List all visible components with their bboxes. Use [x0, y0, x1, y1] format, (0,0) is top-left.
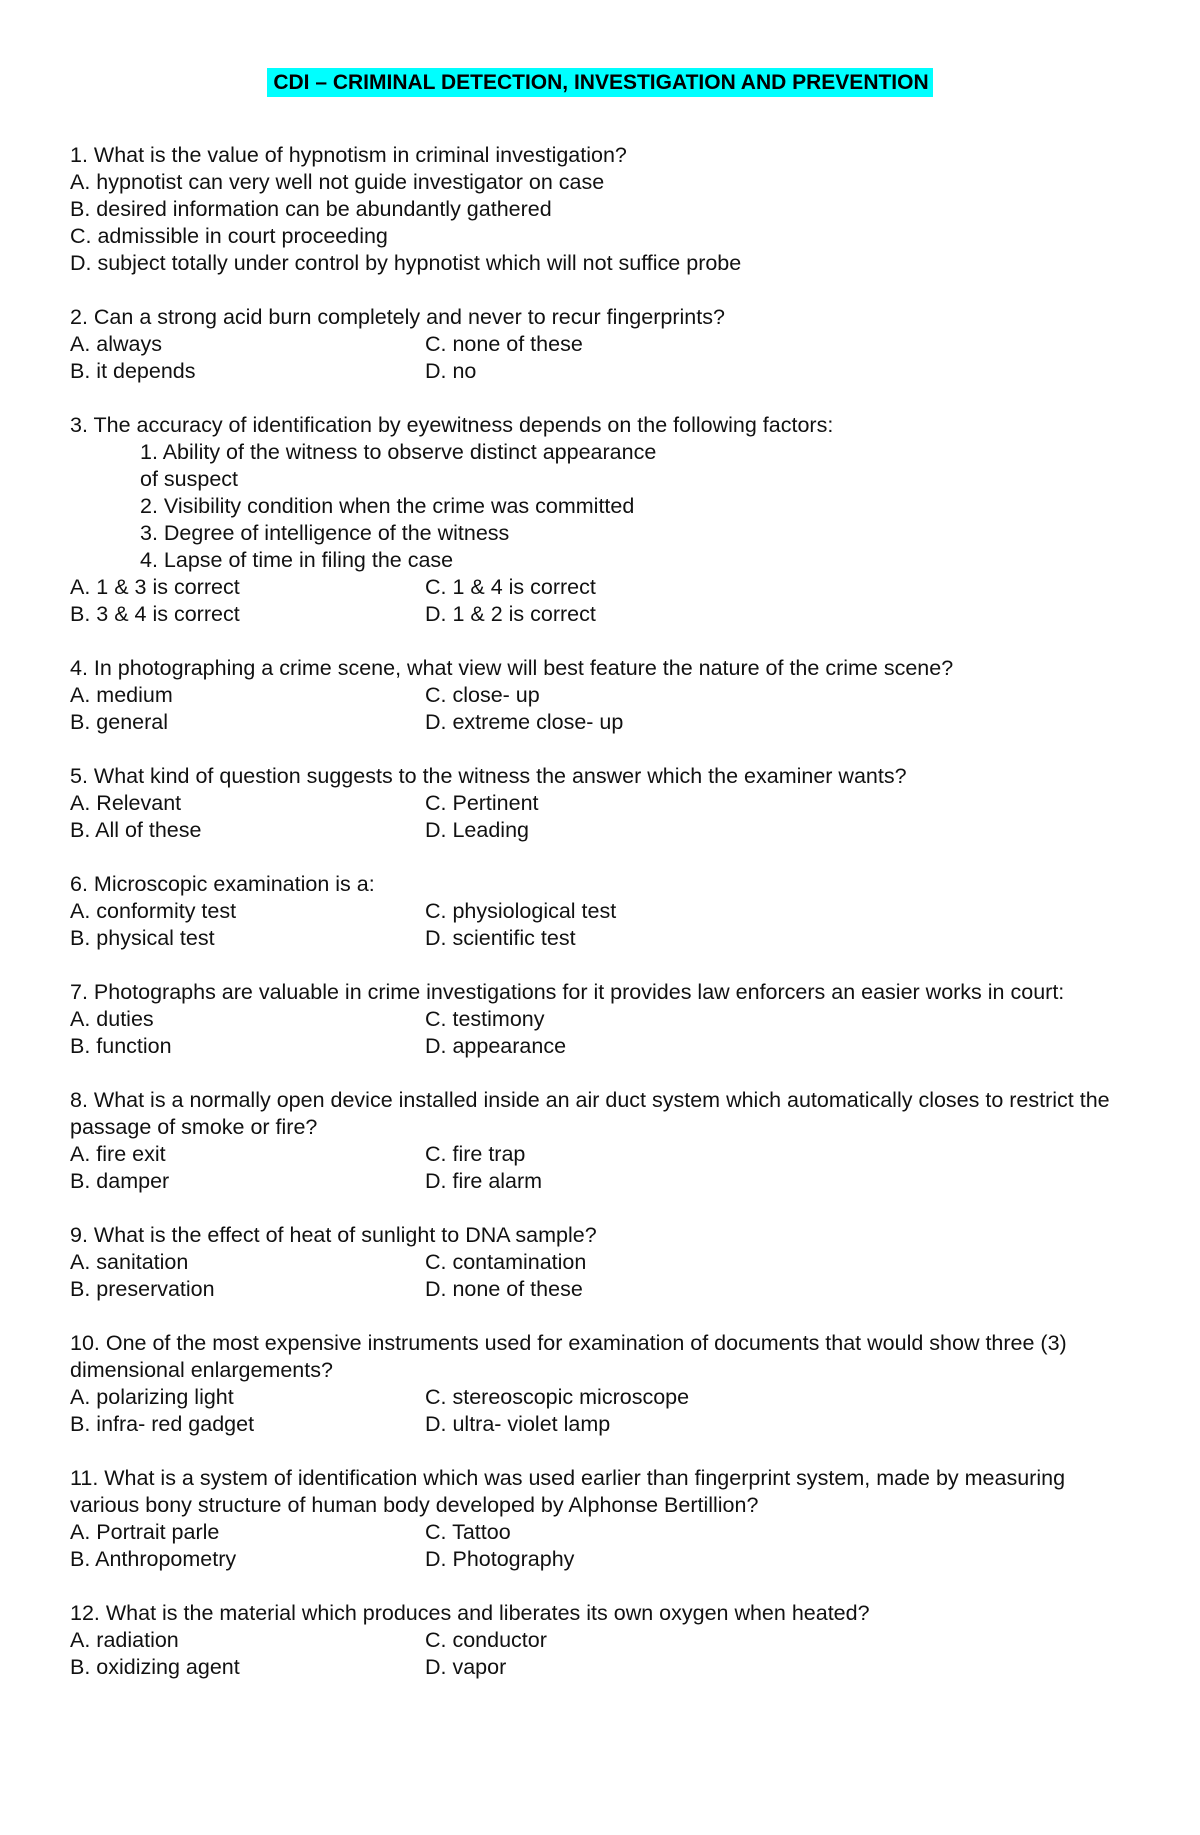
option-a: A. 1 & 3 is correct [70, 575, 240, 599]
factor-1: 1. Ability of the witness to observe distinct appearance [140, 440, 657, 464]
question-5 [70, 763, 1140, 844]
option-a: A. medium [70, 683, 173, 707]
options-grid [70, 1627, 1140, 1681]
option-a: A. always [70, 332, 163, 356]
option-c: C. Tattoo [425, 1520, 511, 1544]
option-b: B. general [70, 710, 169, 734]
option-a: A. conformity test [70, 899, 237, 923]
option-d: D. Photography [425, 1547, 575, 1571]
option-a: A. Relevant [70, 791, 182, 815]
option-d: D. Leading [425, 818, 529, 842]
options-grid [70, 331, 1140, 385]
option-c: C. physiological test [425, 899, 617, 923]
question-9 [70, 1222, 1140, 1303]
option-c: C. Pertinent [425, 791, 539, 815]
question-4 [70, 655, 1140, 736]
option-a: A. sanitation [70, 1250, 189, 1274]
option-b: B. Anthropometry [70, 1547, 237, 1571]
option-c: C. none of these [425, 332, 583, 356]
factor-2: 2. Visibility condition when the crime was committed [140, 494, 635, 518]
question-text: 1. What is the value of hypnotism in criminal investigation? [70, 143, 627, 167]
option-d: D. vapor [425, 1655, 507, 1679]
option-a: A. fire exit [70, 1142, 166, 1166]
option-b: B. All of these [70, 818, 202, 842]
question-text: 4. In photographing a crime scene, what view will best feature the nature of the crime scene? [70, 656, 954, 680]
option-c: C. contamination [425, 1250, 587, 1274]
title-row [0, 68, 1200, 97]
question-11 [70, 1465, 1140, 1573]
question-text: 3. The accuracy of identification by eyewitness depends on the following factors: [70, 413, 834, 437]
question-text: 10. One of the most expensive instruments used for examination of documents that would show three (3) dimensional enlargements? [70, 1331, 1067, 1382]
option-d: D. 1 & 2 is correct [425, 602, 596, 626]
option-d: D. fire alarm [425, 1169, 543, 1193]
question-text: 8. What is a normally open device installed inside an air duct system which automatically closes to restrict the passage of smoke or fire? [70, 1088, 1110, 1139]
option-d: D. no [425, 359, 477, 383]
question-text: 5. What kind of question suggests to the witness the answer which the examiner wants? [70, 764, 907, 788]
question-text: 11. What is a system of identification which was used earlier than fingerprint system, made by measuring various bony structure of human body developed by Alphonse Bertillion? [70, 1466, 1066, 1517]
option-b: B. function [70, 1034, 172, 1058]
option-a: A. radiation [70, 1628, 179, 1652]
question-text: 7. Photographs are valuable in crime investigations for it provides law enforcers an easier works in court: [70, 980, 1065, 1004]
option-d: D. scientific test [425, 926, 576, 950]
options-grid [70, 898, 1140, 952]
question-7 [70, 979, 1140, 1060]
option-a: A. Portrait parle [70, 1520, 220, 1544]
options-grid [70, 1006, 1140, 1060]
option-c: C. testimony [425, 1007, 545, 1031]
question-text: 12. What is the material which produces and liberates its own oxygen when heated? [70, 1601, 870, 1625]
question-2 [70, 304, 1140, 385]
options-grid [70, 1249, 1140, 1303]
factor-3: 3. Degree of intelligence of the witness [140, 521, 510, 545]
option-b: B. oxidizing agent [70, 1655, 240, 1679]
option-b: B. it depends [70, 359, 196, 383]
question-12 [70, 1600, 1140, 1681]
question-text: 2. Can a strong acid burn completely and never to recur fingerprints? [70, 305, 725, 329]
option-a: A. duties [70, 1007, 154, 1031]
option-d: D. ultra- violet lamp [425, 1412, 611, 1436]
options-grid [70, 574, 1140, 628]
document-title: CDI – CRIMINAL DETECTION, INVESTIGATION AND PREVENTION [267, 68, 932, 97]
option-a: A. hypnotist can very well not guide investigator on case [70, 170, 605, 194]
option-b: B. preservation [70, 1277, 215, 1301]
option-d: D. extreme close- up [425, 710, 624, 734]
question-list [70, 142, 1140, 1681]
option-d: D. appearance [425, 1034, 567, 1058]
option-b: B. infra- red gadget [70, 1412, 255, 1436]
option-c: C. fire trap [425, 1142, 526, 1166]
option-d: D. none of these [425, 1277, 583, 1301]
option-c: C. stereoscopic microscope [425, 1385, 690, 1409]
question-1 [70, 142, 1140, 277]
options-grid [70, 1141, 1140, 1195]
option-b: B. physical test [70, 926, 215, 950]
option-c: C. close- up [425, 683, 540, 707]
option-c: C. 1 & 4 is correct [425, 575, 596, 599]
question-3 [70, 412, 1140, 628]
question-10 [70, 1330, 1140, 1438]
question-6 [70, 871, 1140, 952]
option-b: B. 3 & 4 is correct [70, 602, 240, 626]
option-c: C. conductor [425, 1628, 547, 1652]
options-grid [70, 1519, 1140, 1573]
options-grid [70, 682, 1140, 736]
option-a: A. polarizing light [70, 1385, 234, 1409]
options-grid [70, 790, 1140, 844]
option-c: C. admissible in court proceeding [70, 224, 388, 248]
factor-list [70, 439, 1140, 574]
option-b: B. desired information can be abundantly gathered [70, 197, 552, 221]
question-8 [70, 1087, 1140, 1195]
option-b: B. damper [70, 1169, 170, 1193]
factor-1-continued: of suspect [140, 467, 238, 491]
factor-4: 4. Lapse of time in filing the case [140, 548, 454, 572]
question-text: 9. What is the effect of heat of sunlight to DNA sample? [70, 1223, 597, 1247]
question-text: 6. Microscopic examination is a: [70, 872, 375, 896]
options-grid [70, 1384, 1140, 1438]
option-d: D. subject totally under control by hypnotist which will not suffice probe [70, 251, 742, 275]
